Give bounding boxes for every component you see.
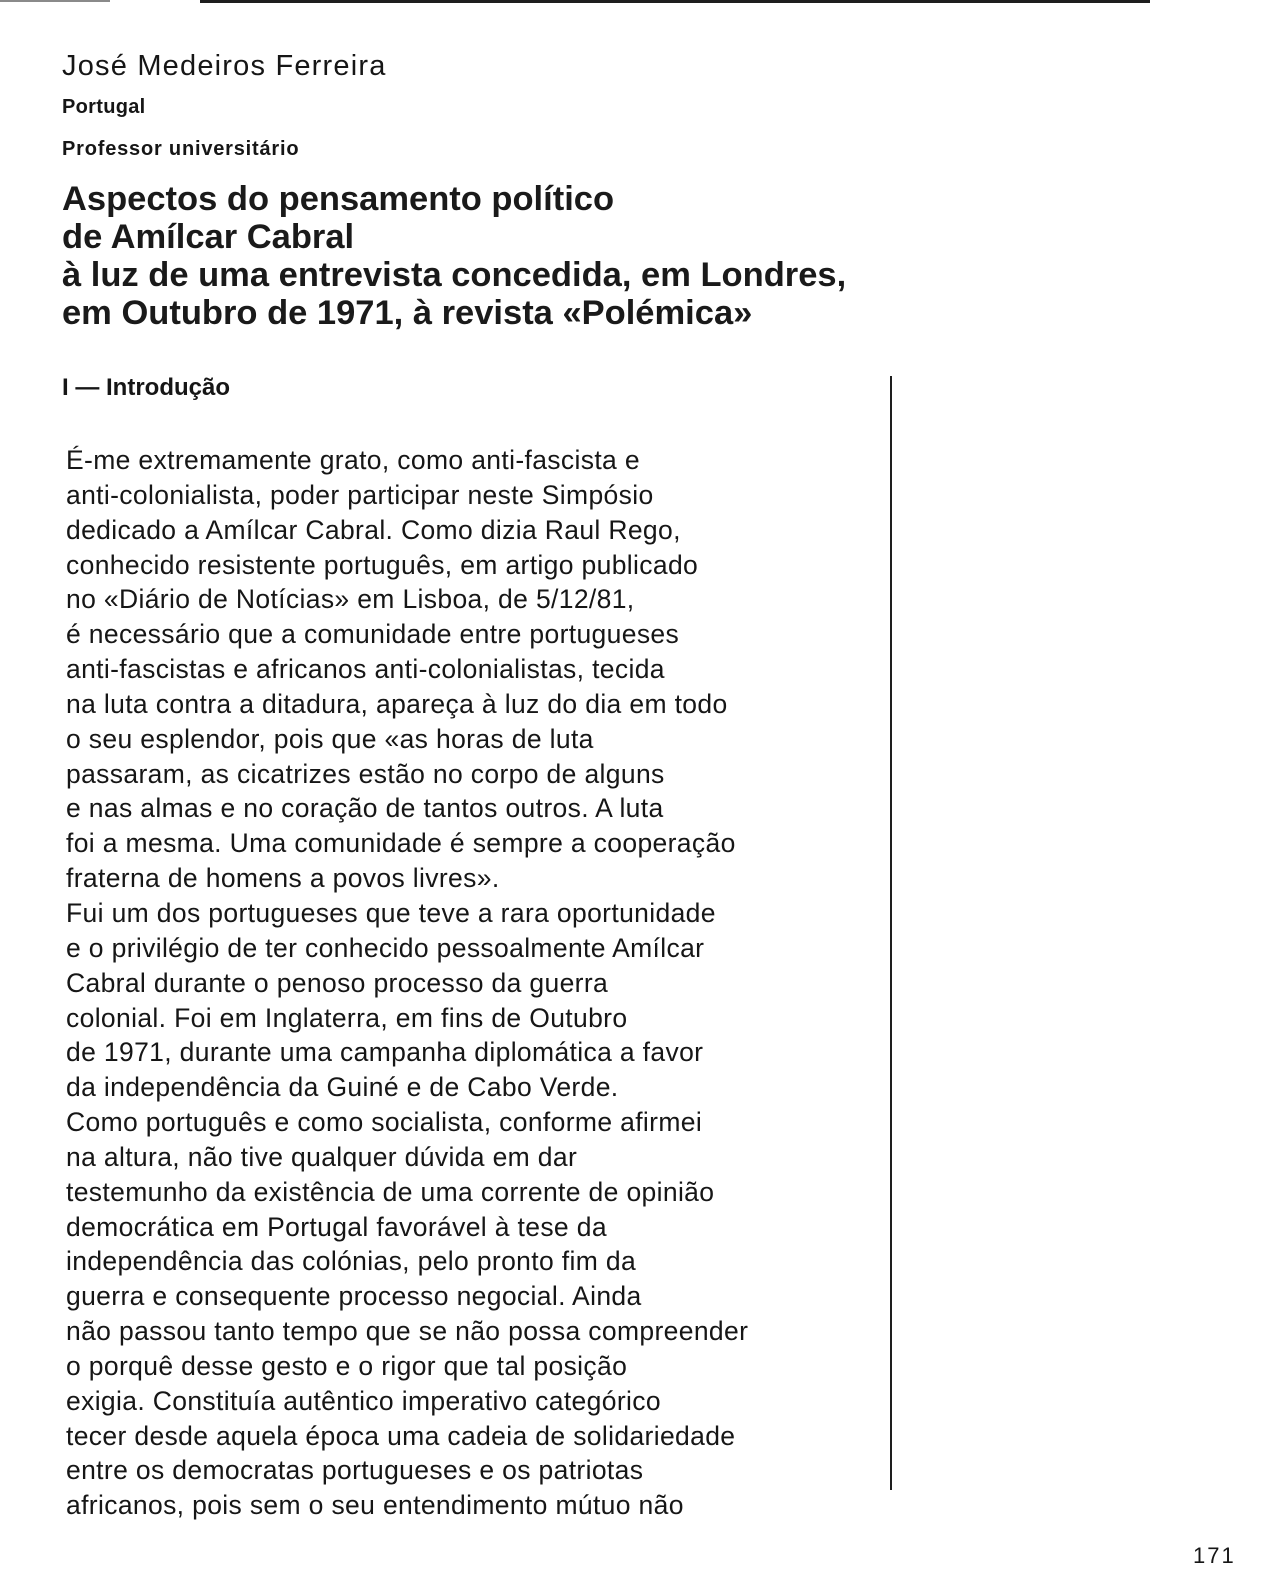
body-line: foi a mesma. Uma comunidade é sempre a cooperação — [66, 828, 736, 859]
body-line: da independência da Guiné e de Cabo Verde. — [66, 1072, 619, 1103]
body-line: o porquê desse gesto e o rigor que tal posição — [66, 1350, 628, 1381]
body-line: colonial. Foi em Inglaterra, em fins de Outubro — [66, 1002, 628, 1033]
body-line: exigia. Constituía autêntico imperativo categórico — [66, 1385, 661, 1416]
author-profession: Professor universitário — [62, 138, 300, 160]
body-line: africanos, pois sem o seu entendimento mútuo não — [66, 1490, 684, 1521]
page-number: 171 — [1193, 1543, 1236, 1568]
title-line: Aspectos do pensamento político — [62, 180, 615, 218]
article-title — [62, 180, 846, 332]
body-line: e nas almas e no coração de tantos outros. A luta — [66, 793, 664, 824]
body-line: de 1971, durante uma campanha diplomática a favor — [66, 1037, 704, 1068]
author-name: José Medeiros Ferreira — [62, 50, 387, 82]
body-line: Fui um dos portugueses que teve a rara oportunidade — [66, 897, 716, 928]
title-line: de Amílcar Cabral — [62, 218, 355, 256]
top-rule — [200, 0, 1150, 3]
body-line: fraterna de homens a povos livres». — [66, 863, 500, 894]
body-line: anti-fascistas e africanos anti-colonialistas, tecida — [66, 654, 665, 685]
section-heading: I — Introdução — [62, 374, 230, 401]
body-line: não passou tanto tempo que se não possa compreender — [66, 1316, 749, 1347]
body-line: e o privilégio de ter conhecido pessoalmente Amílcar — [66, 932, 705, 963]
body-line: passaram, as cicatrizes estão no corpo de alguns — [66, 758, 665, 789]
body-line: Como português e como socialista, conforme afirmei — [66, 1107, 703, 1138]
body-line: democrática em Portugal favorável à tese da — [66, 1211, 607, 1242]
body-line: na altura, não tive qualquer dúvida em dar — [66, 1141, 578, 1172]
body-line: conhecido resistente português, em artigo publicado — [66, 549, 699, 580]
body-line: o seu esplendor, pois que «as horas de luta — [66, 723, 594, 754]
body-line: guerra e consequente processo negocial. Ainda — [66, 1281, 642, 1312]
body-line: é necessário que a comunidade entre portugueses — [66, 619, 680, 650]
title-line: em Outubro de 1971, à revista «Polémica» — [62, 294, 753, 332]
body-line: independência das colónias, pelo pronto fim da — [66, 1246, 637, 1277]
body-line: na luta contra a ditadura, apareça à luz do dia em todo — [66, 688, 728, 719]
body-line: dedicado a Amílcar Cabral. Como dizia Raul Rego, — [66, 514, 681, 545]
top-left-scan-mark — [0, 0, 110, 2]
body-line: testemunho da existência de uma corrente de opinião — [66, 1176, 715, 1207]
body-line: entre os democratas portugueses e os patriotas — [66, 1455, 644, 1486]
body-text — [66, 443, 896, 1523]
title-line: à luz de uma entrevista concedida, em Londres, — [62, 256, 847, 294]
body-line: Cabral durante o penoso processo da guerra — [66, 967, 609, 998]
body-line: no «Diário de Notícias» em Lisboa, de 5/12/81, — [66, 584, 635, 615]
body-line: anti-colonialista, poder participar neste Simpósio — [66, 479, 654, 510]
body-line: tecer desde aquela época uma cadeia de solidariedade — [66, 1420, 736, 1451]
author-country: Portugal — [62, 96, 146, 118]
body-line: É-me extremamente grato, como anti-fascista e — [66, 445, 640, 475]
